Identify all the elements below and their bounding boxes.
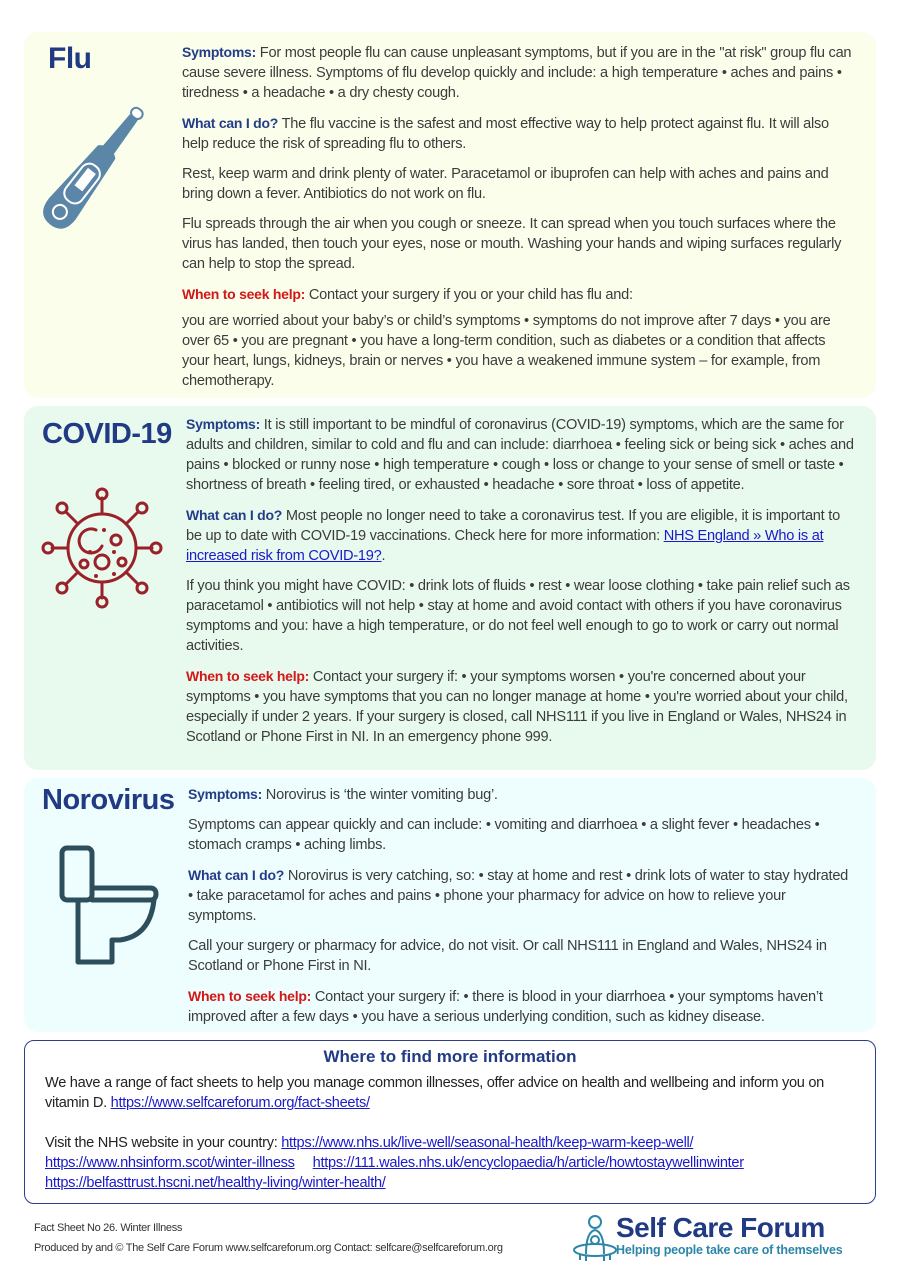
norovirus-title: Norovirus [42,784,175,816]
people-logo-icon [572,1214,618,1262]
flu-section [24,32,876,398]
more-information-body [45,1073,855,1193]
nhs-wales-link[interactable]: https://111.wales.nhs.uk/encyclopaedia/h/article/howtostaywellinwinter [312,1155,744,1171]
logo-tagline: Helping people take care of themselves [616,1243,843,1257]
flu-what-label: What can I do? [182,115,279,131]
norovirus-call-text: Call your surgery or pharmacy for advice, do not visit. Or call NHS111 in England and Wales, NHS24 in Scotland or Phone First in NI. [188,938,827,974]
logo-name: Self Care Forum [616,1212,825,1243]
toilet-icon [54,844,164,968]
produced-by: Produced by and © The Self Care Forum www.selfcareforum.org Contact: selfcare@selfcareforum.org [34,1242,503,1254]
norovirus-symptoms-text: Norovirus is ‘the winter vomiting bug’. [261,787,498,803]
norovirus-what-text: Norovirus is very catching, so: • stay at home and rest • drink lots of water to stay hydrated • take paracetamol for aches and pains • phone your pharmacy for advice on how to relieve your symptoms. [188,868,849,924]
virus-icon [40,486,164,610]
covid-what-can-i-do [186,505,856,566]
covid-seek-help [186,666,856,747]
thermometer-icon [40,92,150,242]
covid-section [24,406,876,770]
covid-help-text: Contact your surgery if: • your symptoms worsen • you're concerned about your symptoms • you have symptoms that you can no longer manage at home • you're worried about your child, especially if under 2 years. If your surgery is closed, call NHS111 if you live in England or Wales, NHS24 in Scotland or Phone First in NI. In an emergency phone 999. [186,669,848,745]
flu-what-can-i-do [182,113,856,154]
nhs-scotland-link[interactable]: https://www.nhsinform.scot/winter-illness [45,1155,295,1171]
norovirus-help-label: When to seek help: [188,988,312,1004]
norovirus-body [188,784,856,1037]
flu-symptoms [182,42,856,103]
factsheets-link[interactable]: https://www.selfcareforum.org/fact-sheets/ [110,1095,370,1111]
norovirus-section [24,778,876,1032]
flu-help-list: you are worried about your baby’s or child’s symptoms • symptoms do not improve after 7 days • you are over 65 • you are pregnant • you have a long-term condition, such as diabetes or a condition that affects your heart, lungs, kidneys, brain or nerves • you have a weakened immune system – for example, from chemotherapy. [182,313,831,389]
covid-advice-text: If you think you might have COVID: • drink lots of fluids • rest • wear loose clothing • take pain relief such as paracetamol • antibiotics will not help • stay at home and avoid contact with others if you have coronavirus symptoms and you: have a high temperature, or do not feel well enough to go to work or carry out normal activities. [186,578,850,654]
norovirus-what-can-i-do [188,865,856,926]
flu-what-text: The flu vaccine is the safest and most effective way to help protect against flu. It will also help reduce the risk of spreading flu to others. [182,116,829,152]
footer-text [34,1218,503,1258]
flu-help-label: When to seek help: [182,286,306,302]
norovirus-seek-help [188,986,856,1027]
flu-symptoms-text: For most people flu can cause unpleasant symptoms, but if you are in the "at risk" group flu can cause severe illness. Symptoms of flu develop quickly and include: a high temperature • aches and pains • tiredness • a headache • a dry chesty cough. [182,45,852,101]
northern-ireland-link[interactable]: https://belfasttrust.hscni.net/healthy-living/winter-health/ [45,1175,386,1191]
norovirus-help-text: Contact your surgery if: • there is blood in your diarrhoea • your symptoms haven’t improved after a few days • you have a serious underlying condition, such as kidney disease. [188,989,823,1025]
nhs-intro: Visit the NHS website in your country: [45,1135,282,1151]
covid-what-end: . [381,548,386,564]
norovirus-what-label: What can I do? [188,867,285,883]
covid-what-label: What can I do? [186,507,283,523]
fact-sheet-number: Fact Sheet No 26. Winter Illness [34,1222,183,1234]
covid-help-label: When to seek help: [186,668,310,684]
covid-body [186,414,856,757]
covid-symptoms-label: Symptoms: [186,416,260,432]
nhs-england-link[interactable]: https://www.nhs.uk/live-well/seasonal-health/keep-warm-keep-well/ [281,1135,694,1151]
factsheets-intro: We have a range of fact sheets to help you manage common illnesses, offer advice on health and wellbeing and inform you on vitamin D. [45,1075,824,1111]
self-care-forum-logo [572,1212,872,1264]
norovirus-symptoms [188,784,856,805]
flu-symptoms-label: Symptoms: [182,44,256,60]
flu-help-text: Contact your surgery if you or your child has flu and: [305,287,633,303]
covid-what-text: Most people no longer need to take a coronavirus test. If you are eligible, it is important to be up to date with COVID-19 vaccinations. Check here for more information: [186,508,840,544]
norovirus-symptoms-label: Symptoms: [188,786,262,802]
flu-title: Flu [48,42,92,75]
nhs-england-covid-risk-link[interactable]: NHS England » Who is at increased risk from COVID-19? [186,528,824,564]
covid-symptoms-text: It is still important to be mindful of coronavirus (COVID-19) symptoms, which are the same for adults and children, similar to cold and flu and can include: diarrhoea • feeling sick or being sick • aches and pains • blocked or runny nose • high temperature • cough • loss or change to your sense of smell or taste • shortness of breath • feeling tired, or exhausted • headache • sore throat • loss of appetite. [186,417,854,493]
nhs-paragraph [45,1133,855,1153]
more-information-box [24,1040,876,1204]
flu-rest-text: Rest, keep warm and drink plenty of water. Paracetamol or ibuprofen can help with aches and pains and bring down a fever. Antibiotics do not work on flu. [182,166,829,202]
nhs-links-row [45,1153,855,1173]
more-information-title: Where to find more information [323,1047,577,1066]
covid-title: COVID-19 [42,418,172,450]
factsheets-paragraph [45,1073,855,1113]
flu-body [182,42,856,401]
covid-symptoms [186,414,856,495]
flu-seek-help [182,284,856,305]
norovirus-appear-text: Symptoms can appear quickly and can include: • vomiting and diarrhoea • a slight fever • headaches • stomach cramps • aching limbs. [188,817,820,853]
flu-spread-text: Flu spreads through the air when you cough or sneeze. It can spread when you touch surfaces where the virus has landed, then touch your eyes, nose or mouth. Washing your hands and wiping surfaces regularly can help to stop the spread. [182,216,842,272]
